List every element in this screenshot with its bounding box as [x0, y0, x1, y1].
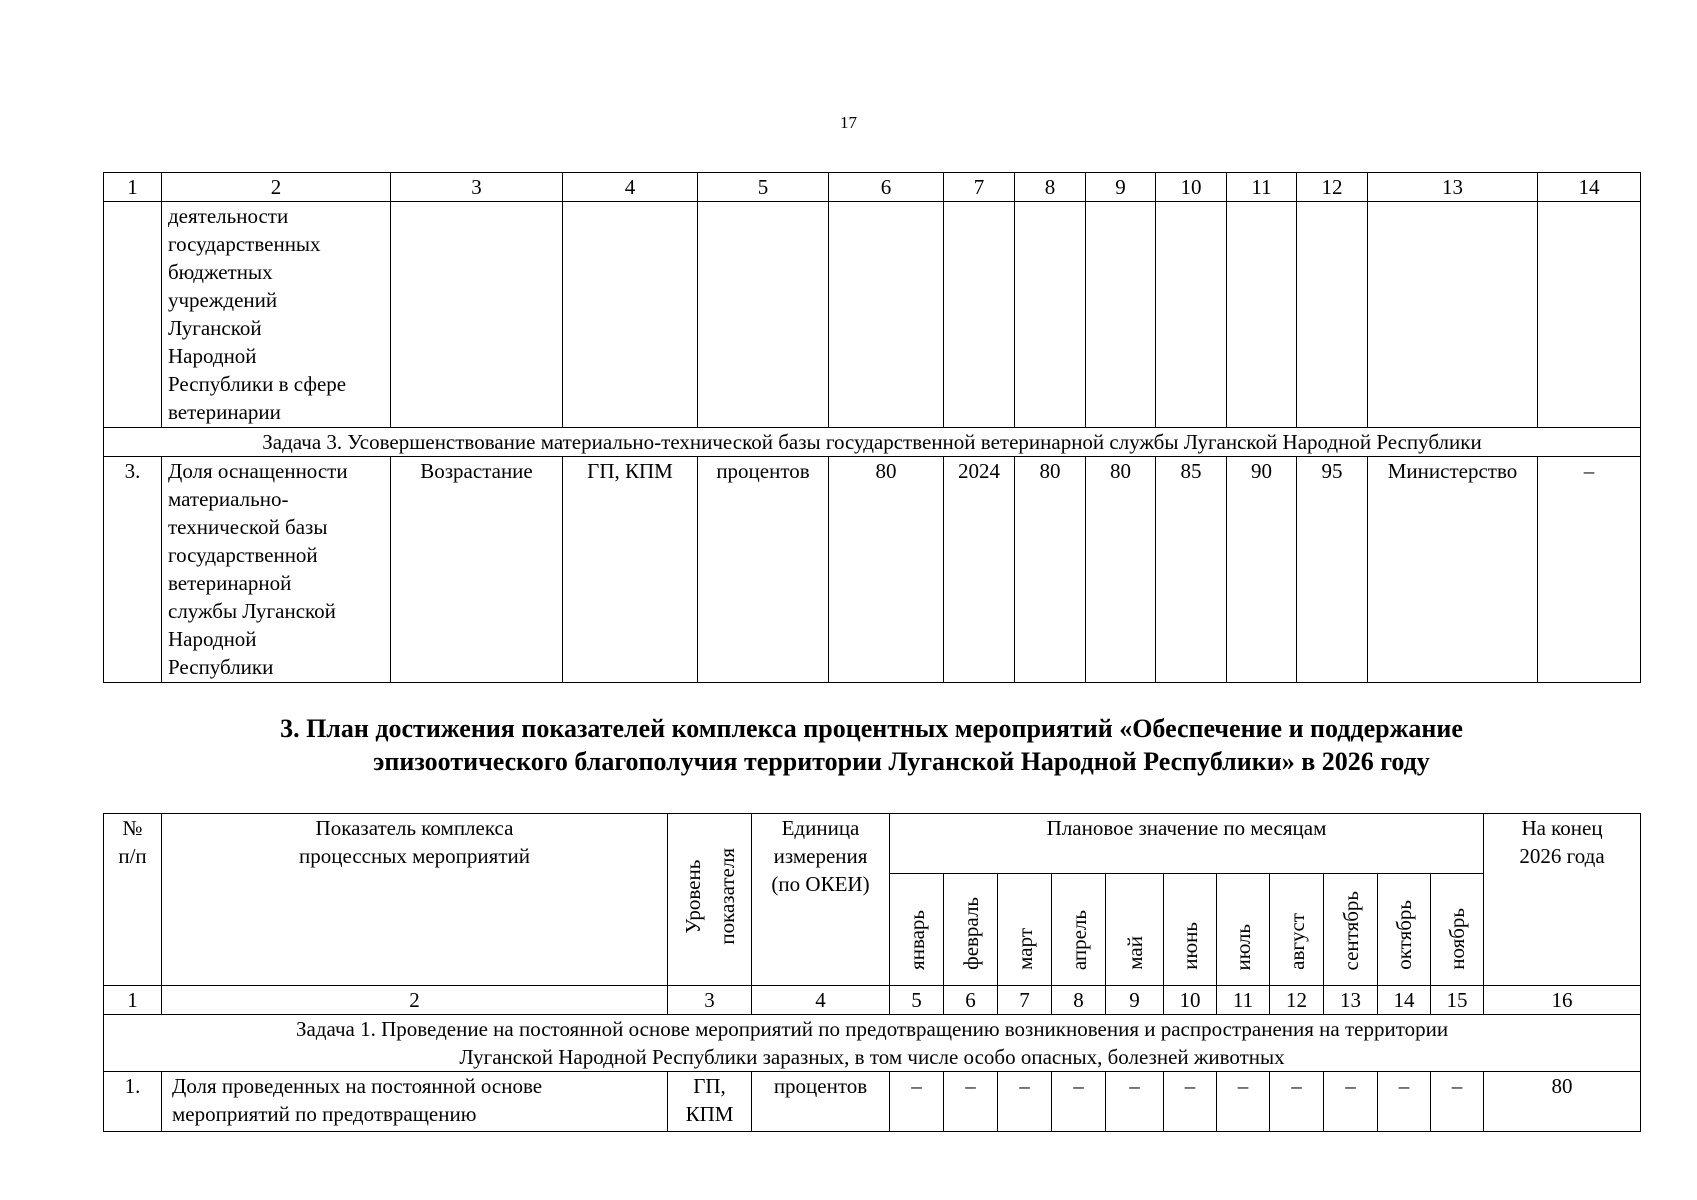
col-number: 5 — [890, 986, 944, 1015]
col-number: 12 — [1270, 986, 1324, 1015]
col-number: 16 — [1484, 986, 1641, 1015]
base-value: 80 — [829, 457, 944, 683]
col-number: 8 — [1052, 986, 1106, 1015]
col-number: 15 — [1431, 986, 1484, 1015]
col-number: 10 — [1156, 173, 1227, 202]
responsible: Министерство — [1368, 457, 1538, 683]
indicator-name: Доля оснащенности материально- технической базы государственной ветеринарной службы Луганской Народной Республики — [162, 457, 391, 683]
col-number: 13 — [1324, 986, 1378, 1015]
header-number: № п/п — [104, 814, 162, 986]
level: ГП, КПМ — [563, 457, 698, 683]
col-number: 4 — [752, 986, 890, 1015]
month-header: август — [1270, 874, 1324, 986]
task-1-row — [104, 1015, 1641, 1072]
col-number: 12 — [1297, 173, 1368, 202]
value-col-9: 80 — [1086, 457, 1156, 683]
month-value: – — [1164, 1072, 1217, 1132]
row-number: 3. — [104, 457, 162, 683]
bottom-table-column-numbers — [104, 986, 1641, 1015]
month-header: март — [998, 874, 1052, 986]
month-header: октябрь — [1378, 874, 1431, 986]
col-number: 1 — [104, 986, 162, 1015]
month-value: – — [1431, 1072, 1484, 1132]
month-value: – — [1052, 1072, 1106, 1132]
header-level: Уровень показателя — [668, 814, 752, 986]
month-value: – — [944, 1072, 998, 1132]
col-number: 11 — [1227, 173, 1297, 202]
col-14-value: – — [1538, 457, 1641, 683]
header-end-of-year: На конец 2026 года — [1484, 814, 1641, 986]
month-header: май — [1106, 874, 1164, 986]
col-number: 7 — [944, 173, 1015, 202]
bottom-table — [103, 813, 1641, 1132]
month-value: – — [1106, 1072, 1164, 1132]
section-heading — [103, 712, 1640, 778]
month-value: – — [1270, 1072, 1324, 1132]
month-value: – — [1324, 1072, 1378, 1132]
month-value: – — [1217, 1072, 1270, 1132]
col-number: 14 — [1378, 986, 1431, 1015]
top-table-column-numbers — [104, 173, 1641, 202]
month-value: – — [1378, 1072, 1431, 1132]
top-table — [103, 172, 1641, 683]
task-1-title: Задача 1. Проведение на постоянной основе мероприятий по предотвращению возникновения и распространения на территории Луганской Народной Республики заразных, в том числе особо опасных, болезней животных — [104, 1015, 1641, 1072]
header-plan-by-month: Плановое значение по месяцам — [890, 814, 1484, 874]
unit: процентов — [752, 1072, 890, 1132]
col-number: 3 — [668, 986, 752, 1015]
col-number: 6 — [944, 986, 998, 1015]
row-number: 1. — [104, 1072, 162, 1132]
continued-row — [104, 202, 1641, 428]
header-row-1 — [104, 814, 1641, 874]
month-value: – — [998, 1072, 1052, 1132]
indicator-row-3 — [104, 457, 1641, 683]
month-header: февраль — [944, 874, 998, 986]
col-number: 8 — [1015, 173, 1086, 202]
task-3-row — [104, 428, 1641, 457]
col-number: 14 — [1538, 173, 1641, 202]
month-header: апрель — [1052, 874, 1106, 986]
col-number: 10 — [1164, 986, 1217, 1015]
col-number: 13 — [1368, 173, 1538, 202]
task-3-title: Задача 3. Усовершенствование материально-технической базы государственной ветеринарной службы Луганской Народной Республики — [104, 428, 1641, 457]
header-unit: Единица измерения (по ОКЕИ) — [752, 814, 890, 986]
col-number: 5 — [698, 173, 829, 202]
month-header: июнь — [1164, 874, 1217, 986]
col-number: 2 — [162, 986, 668, 1015]
col-number: 6 — [829, 173, 944, 202]
col-number: 4 — [563, 173, 698, 202]
indicator-row-1 — [104, 1072, 1641, 1132]
col-number: 9 — [1086, 173, 1156, 202]
value-col-10: 85 — [1156, 457, 1227, 683]
value-col-12: 95 — [1297, 457, 1368, 683]
unit: процентов — [698, 457, 829, 683]
base-year: 2024 — [944, 457, 1015, 683]
trend: Возрастание — [391, 457, 563, 683]
col-number: 7 — [998, 986, 1052, 1015]
level: ГП, КПМ — [668, 1072, 752, 1132]
month-header: январь — [890, 874, 944, 986]
continued-indicator-name: деятельности государственных бюджетных учреждений Луганской Народной Республики в сфере ветеринарии — [162, 202, 391, 428]
month-header: сентябрь — [1324, 874, 1378, 986]
header-indicator: Показатель комплекса процессных мероприятий — [162, 814, 668, 986]
col-number: 1 — [104, 173, 162, 202]
section-heading-line2: эпизоотического благополучия территории Луганской Народной Республики» в 2026 году — [373, 747, 1430, 776]
month-header: ноябрь — [1431, 874, 1484, 986]
col-number: 3 — [391, 173, 563, 202]
value-col-8: 80 — [1015, 457, 1086, 683]
section-heading-line1: 3. План достижения показателей комплекса процентных мероприятий «Обеспечение и поддержание — [280, 714, 1463, 743]
col-number: 11 — [1217, 986, 1270, 1015]
indicator-name: Доля проведенных на постоянной основе мероприятий по предотвращению — [162, 1072, 668, 1132]
col-number: 2 — [162, 173, 391, 202]
end-of-year-value: 80 — [1484, 1072, 1641, 1132]
page-number: 17 — [840, 113, 857, 132]
month-header: июль — [1217, 874, 1270, 986]
col-number: 9 — [1106, 986, 1164, 1015]
value-col-11: 90 — [1227, 457, 1297, 683]
month-value: – — [890, 1072, 944, 1132]
